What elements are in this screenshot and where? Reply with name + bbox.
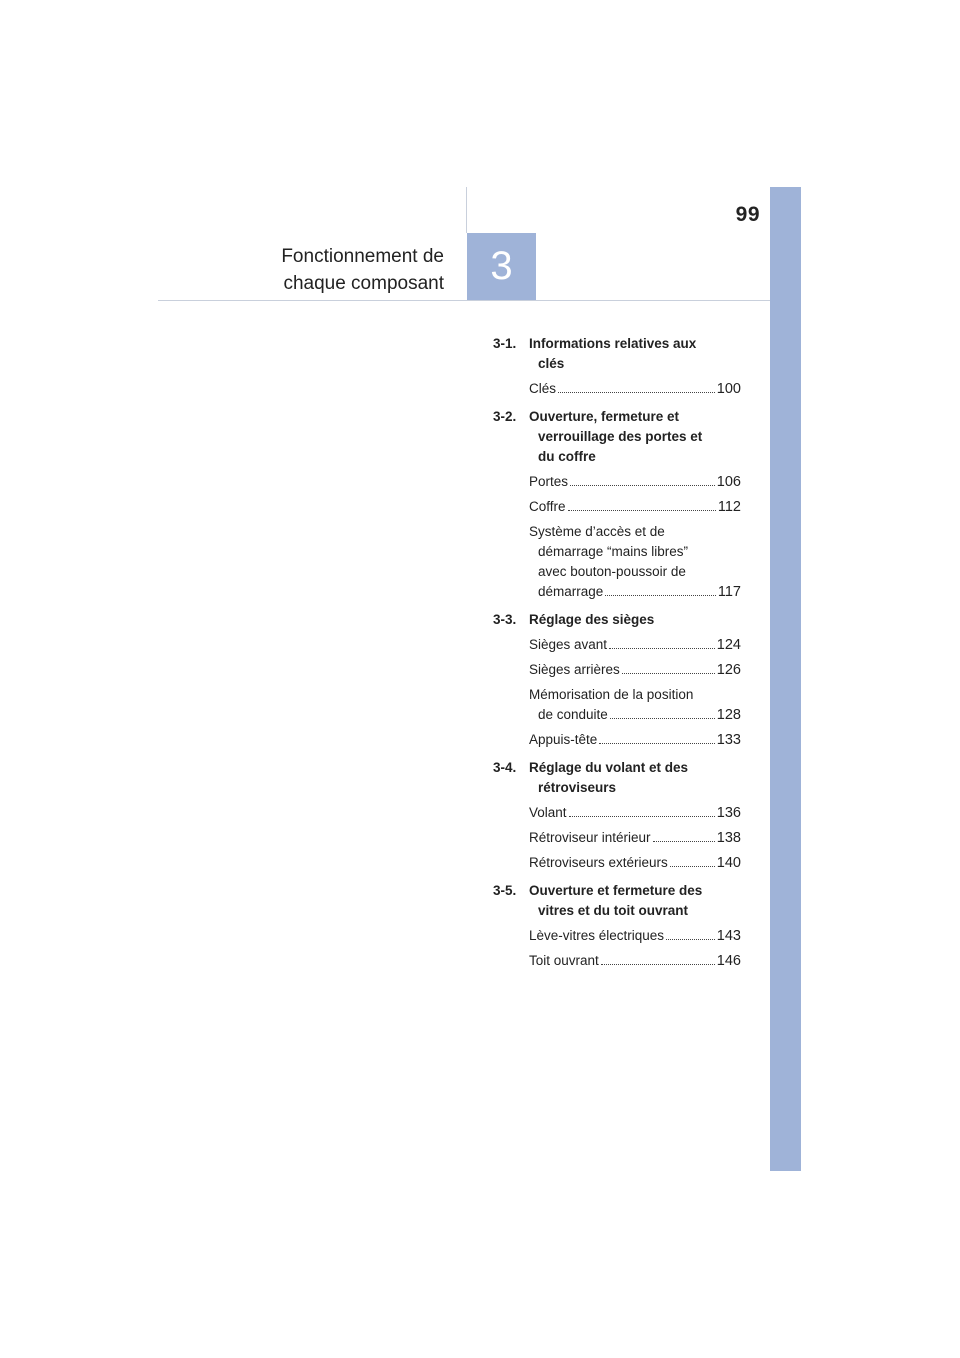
chapter-title-line: Fonctionnement de bbox=[281, 246, 444, 267]
toc-section-title bbox=[529, 610, 741, 630]
toc-entry-page: 100 bbox=[716, 381, 741, 397]
toc-section-title-line: Ouverture, fermeture et bbox=[529, 409, 680, 424]
toc-entry-text bbox=[529, 951, 741, 971]
toc-entry-page: 146 bbox=[716, 953, 741, 969]
toc-section bbox=[493, 334, 741, 399]
toc-entry[interactable] bbox=[493, 828, 741, 848]
toc-entry-text bbox=[529, 522, 741, 602]
dot-leader bbox=[670, 866, 715, 867]
toc-entry-text bbox=[529, 803, 741, 823]
dot-leader bbox=[568, 510, 716, 511]
toc-entry-label: Appuis-tête bbox=[529, 732, 598, 747]
toc-entry[interactable] bbox=[493, 660, 741, 680]
toc-entry[interactable] bbox=[493, 803, 741, 823]
toc-entry-text bbox=[529, 828, 741, 848]
dot-leader bbox=[622, 673, 715, 674]
toc-section-title bbox=[529, 334, 741, 374]
chapter-side-tab bbox=[770, 187, 801, 1171]
toc-section-heading bbox=[493, 334, 741, 374]
toc-entry-label: de conduite bbox=[538, 707, 608, 722]
toc-entry-text bbox=[529, 926, 741, 946]
toc-entry-page: 126 bbox=[716, 662, 741, 678]
toc-section-title-line: clés bbox=[538, 356, 565, 371]
chapter-number-badge: 3 bbox=[467, 233, 536, 300]
toc-section-title bbox=[529, 407, 741, 467]
dot-leader bbox=[601, 964, 715, 965]
toc-section bbox=[493, 610, 741, 750]
toc-entry-page: 106 bbox=[716, 474, 741, 490]
toc-section-title-line: Informations relatives aux bbox=[529, 336, 697, 351]
toc-entry-row bbox=[529, 705, 741, 725]
toc-entry-label: Portes bbox=[529, 474, 569, 489]
toc-entry-text bbox=[529, 635, 741, 655]
toc-entry-row bbox=[529, 379, 741, 399]
toc-section bbox=[493, 758, 741, 873]
toc-section-title-line: Réglage des sièges bbox=[529, 612, 655, 627]
dot-leader bbox=[569, 816, 715, 817]
toc-section-number: 3-5. bbox=[493, 883, 517, 898]
toc-entry-row bbox=[529, 853, 741, 873]
toc-entry-label: Clés bbox=[529, 381, 557, 396]
dot-leader bbox=[666, 939, 715, 940]
toc-entry-row bbox=[529, 582, 741, 602]
toc-entry-label: Lève-vitres électriques bbox=[529, 928, 665, 943]
toc-section-number: 3-1. bbox=[493, 336, 517, 351]
chapter-title-line: chaque composant bbox=[283, 273, 444, 294]
toc-entry-label: Coffre bbox=[529, 499, 566, 514]
toc-entry-row bbox=[529, 497, 741, 517]
toc-entry-row bbox=[529, 660, 741, 680]
toc-entry-label: Volant bbox=[529, 805, 567, 820]
toc-section bbox=[493, 881, 741, 971]
toc-entry-label: Sièges avant bbox=[529, 637, 608, 652]
header-horizontal-rule bbox=[158, 300, 770, 301]
toc-entry-row bbox=[529, 730, 741, 750]
toc-entry[interactable] bbox=[493, 379, 741, 399]
toc-entry-text bbox=[529, 730, 741, 750]
toc-entry[interactable] bbox=[493, 522, 741, 602]
dot-leader bbox=[610, 718, 715, 719]
toc-entry-row bbox=[529, 926, 741, 946]
toc-section-title bbox=[529, 881, 741, 921]
toc-entry[interactable] bbox=[493, 635, 741, 655]
toc-entry-page: 128 bbox=[716, 707, 741, 723]
chapter-title bbox=[200, 243, 444, 297]
toc-entry-page: 140 bbox=[716, 855, 741, 871]
toc-entry[interactable] bbox=[493, 853, 741, 873]
toc-entry-page: 143 bbox=[716, 928, 741, 944]
toc-entry-text bbox=[529, 853, 741, 873]
toc-entry-line: démarrage “mains libres” bbox=[538, 544, 689, 559]
toc-entry-label: Rétroviseur intérieur bbox=[529, 830, 651, 845]
dot-leader bbox=[558, 392, 715, 393]
toc-entry-line: Système d’accès et de bbox=[529, 524, 665, 539]
toc-section-title bbox=[529, 758, 741, 798]
table-of-contents bbox=[493, 334, 741, 979]
toc-entry-row bbox=[529, 635, 741, 655]
toc-entry[interactable] bbox=[493, 685, 741, 725]
toc-section-heading bbox=[493, 610, 741, 630]
toc-entry-line: avec bouton-poussoir de bbox=[538, 564, 686, 579]
toc-entry[interactable] bbox=[493, 472, 741, 492]
toc-entry-row bbox=[529, 803, 741, 823]
dot-leader bbox=[599, 743, 715, 744]
toc-section-title-line: du coffre bbox=[538, 449, 596, 464]
toc-section-title-line: verrouillage des portes et bbox=[538, 429, 703, 444]
page-number: 99 bbox=[735, 203, 760, 226]
toc-entry[interactable] bbox=[493, 497, 741, 517]
toc-section-heading bbox=[493, 758, 741, 798]
toc-section-title-line: Ouverture et fermeture des bbox=[529, 883, 703, 898]
toc-section-heading bbox=[493, 407, 741, 467]
toc-entry-text bbox=[529, 472, 741, 492]
toc-entry-page: 124 bbox=[716, 637, 741, 653]
toc-entry-label: Rétroviseurs extérieurs bbox=[529, 855, 668, 870]
toc-entry-text bbox=[529, 379, 741, 399]
toc-section-title-line: Réglage du volant et des bbox=[529, 760, 689, 775]
dot-leader bbox=[653, 841, 715, 842]
toc-section-title-line: vitres et du toit ouvrant bbox=[538, 903, 689, 918]
dot-leader bbox=[570, 485, 715, 486]
toc-section-title-line: rétroviseurs bbox=[538, 780, 617, 795]
toc-entry-label: Toit ouvrant bbox=[529, 953, 599, 968]
toc-entry[interactable] bbox=[493, 926, 741, 946]
toc-entry-text bbox=[529, 660, 741, 680]
toc-section-number: 3-4. bbox=[493, 760, 517, 775]
toc-entry-label: Sièges arrières bbox=[529, 662, 620, 677]
dot-leader bbox=[605, 595, 716, 596]
dot-leader bbox=[609, 648, 715, 649]
toc-entry-page: 117 bbox=[717, 584, 741, 600]
toc-entry-row bbox=[529, 951, 741, 971]
toc-entry[interactable] bbox=[493, 730, 741, 750]
toc-entry[interactable] bbox=[493, 951, 741, 971]
toc-entry-page: 136 bbox=[716, 805, 741, 821]
toc-entry-text bbox=[529, 497, 741, 517]
toc-entry-line: Mémorisation de la position bbox=[529, 687, 694, 702]
toc-section-number: 3-2. bbox=[493, 409, 517, 424]
toc-section-heading bbox=[493, 881, 741, 921]
toc-entry-row bbox=[529, 472, 741, 492]
toc-entry-label: démarrage bbox=[538, 584, 604, 599]
toc-entry-page: 138 bbox=[716, 830, 741, 846]
toc-entry-page: 112 bbox=[717, 499, 741, 515]
toc-section-number: 3-3. bbox=[493, 612, 517, 627]
toc-section bbox=[493, 407, 741, 602]
header-vertical-rule bbox=[466, 187, 467, 233]
toc-entry-row bbox=[529, 828, 741, 848]
toc-entry-page: 133 bbox=[716, 732, 741, 748]
toc-entry-text bbox=[529, 685, 741, 725]
